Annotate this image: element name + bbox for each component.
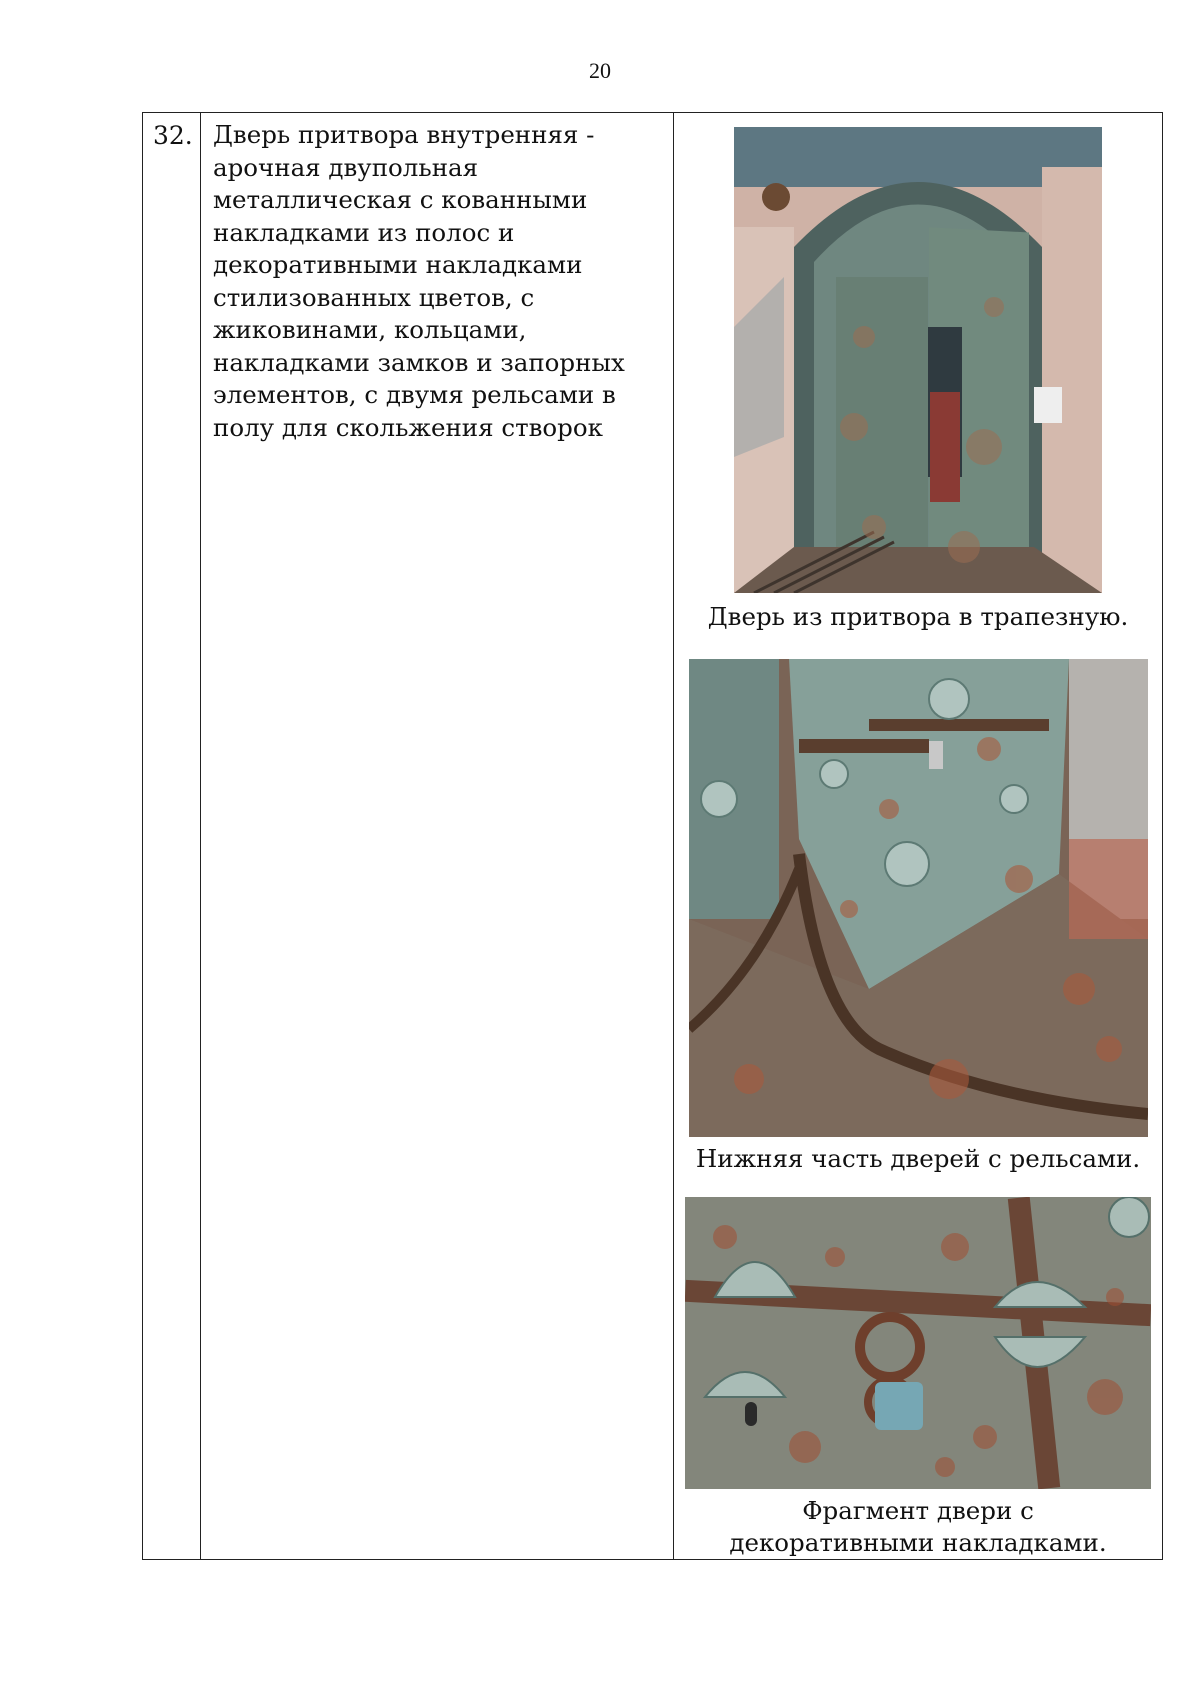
item-number-cell — [143, 113, 201, 1560]
photo-door-arch — [734, 127, 1102, 593]
item-table — [142, 112, 1163, 1560]
photo-caption: Фрагмент двери с декоративными накладками. — [729, 1496, 1107, 1557]
photo-door-fragment — [685, 1197, 1151, 1489]
photo-caption: Дверь из притвора в трапезную. — [707, 602, 1129, 631]
photo-block-door — [674, 113, 1162, 633]
item-number: 32. — [153, 121, 193, 150]
photo-block-fragment — [674, 1175, 1162, 1559]
photo-caption: Нижняя часть дверей с рельсами. — [695, 1144, 1141, 1173]
photo-door-rails — [689, 659, 1148, 1137]
photos-cell — [674, 113, 1163, 1560]
page-number: 20 — [589, 58, 611, 83]
photo-block-rails — [674, 633, 1162, 1175]
item-description: Дверь притвора внутренняя - арочная двупольная металлическая с кованными накладками из полос и декоративными накладками стилизованных цветов, с жиковинами, кольцами, накладками замков и запорных элементов, с двумя рельсами в полу для скольжения створок — [213, 120, 625, 442]
item-description-cell — [201, 113, 674, 1560]
table-row — [143, 113, 1163, 1560]
